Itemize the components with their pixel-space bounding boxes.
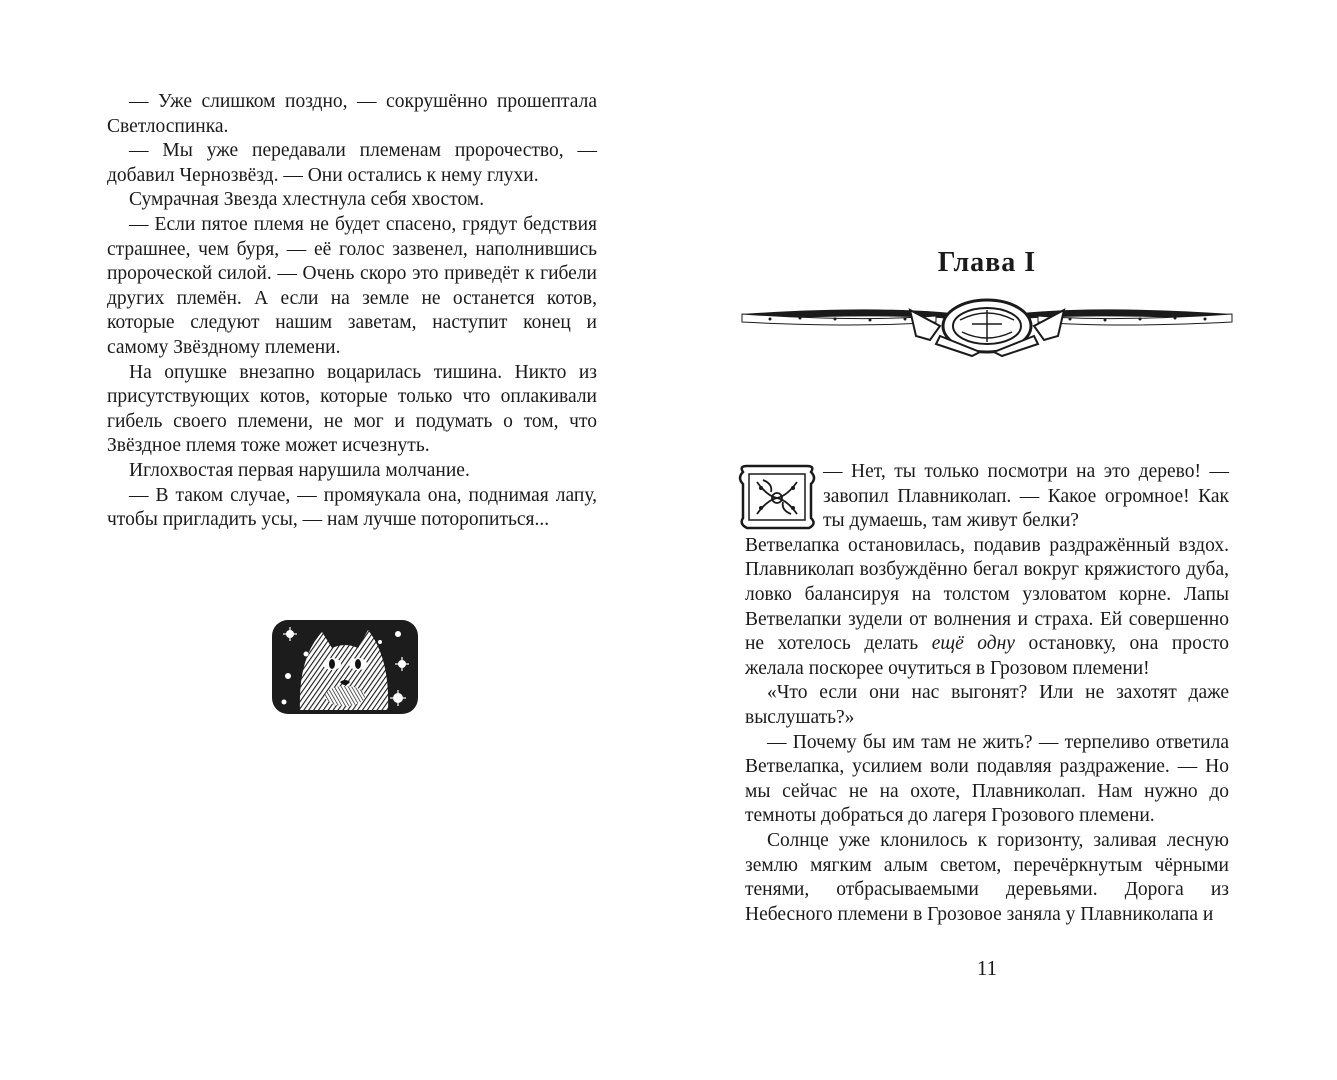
paragraph-text: — Нет, ты только посмотри на это дерево! — завопил Плавниколап. — Какое огромное! Как ты думаешь, там живут белки?: [823, 461, 1229, 532]
paragraph: [745, 534, 1229, 682]
paragraph: — Мы уже передавали племенам пророчество, — добавил Чернозвёзд. — Они остались к нему глухи.: [107, 140, 597, 186]
paragraph: Сумрачная Звезда хлестнула себя хвостом.: [129, 189, 485, 211]
paragraph: — Уже слишком поздно, — сокрушённо прошептала Светлоспинка.: [107, 91, 597, 137]
chapter-divider-ornament-icon: [740, 296, 1234, 358]
starry-cat-vignette-icon: [270, 618, 420, 716]
opening-paragraph: [745, 460, 1229, 534]
paragraph: На опушке внезапно воцарилась тишина. Никто из присутствующих котов, которые только что оплакивали гибель своего племени, не мог и подумать о том, что Звёздное племя тоже может исчезнуть.: [107, 361, 597, 457]
ornamental-dropcap-icon: [737, 462, 817, 532]
emphasis-text: ещё одну: [931, 633, 1015, 655]
left-page: [0, 0, 668, 1080]
paragraph: — В таком случае, — промяукала она, поднимая лапу, чтобы пригладить усы, — нам лучше поторопиться...: [107, 484, 597, 531]
paragraph: — Почему бы им там не жить? — терпеливо ответила Ветвелапка, усилием воли подавляя раздражение. — Но мы сейчас не на охоте, Плавниколап. Нам нужно до темноты добраться до лагеря Грозового племени.: [745, 731, 1229, 827]
paragraph-text: остановку, она просто желала поскорее очутиться в Грозовом племени!: [745, 633, 1229, 679]
paragraph: — Если пятое племя не будет спасено, грядут бедствия страшнее, чем буря, — её голос зазвенел, наполнившись пророческой силой. — Очень скоро это приведёт к гибели других племён. А если на земле не останется котов, которые следуют нашим заветам, наступит конец и самому Звёздному племени.: [107, 213, 597, 358]
paragraph: Иглохвостая первая нарушила молчание.: [129, 459, 470, 481]
chapter-title: Глава I: [937, 246, 1037, 278]
paragraph: Солнце уже клонилось к горизонту, заливая лесную землю мягким алым светом, перечёркнутым чёрными тенями, отбрасываемыми деревьями. Дорога из Небесного племени в Грозовое заняла у Плавниколапа и: [745, 829, 1229, 925]
right-page-text: [745, 460, 1229, 927]
paragraph: «Что если они нас выгонят? Или не захотят даже выслушать?»: [745, 682, 1229, 728]
page-number: 11: [976, 956, 998, 980]
paragraph-text: Ветвелапка остановилась, подавив раздражённый вздох. Плавниколап возбуждённо бегал вокруг кряжистого дуба, ловко балансируя на толстом узловатом корне. Лапы Ветвелапки зудели от волнения и страха. Ей совершенно не хотелось делать: [745, 534, 1229, 655]
left-page-text: [107, 90, 597, 533]
